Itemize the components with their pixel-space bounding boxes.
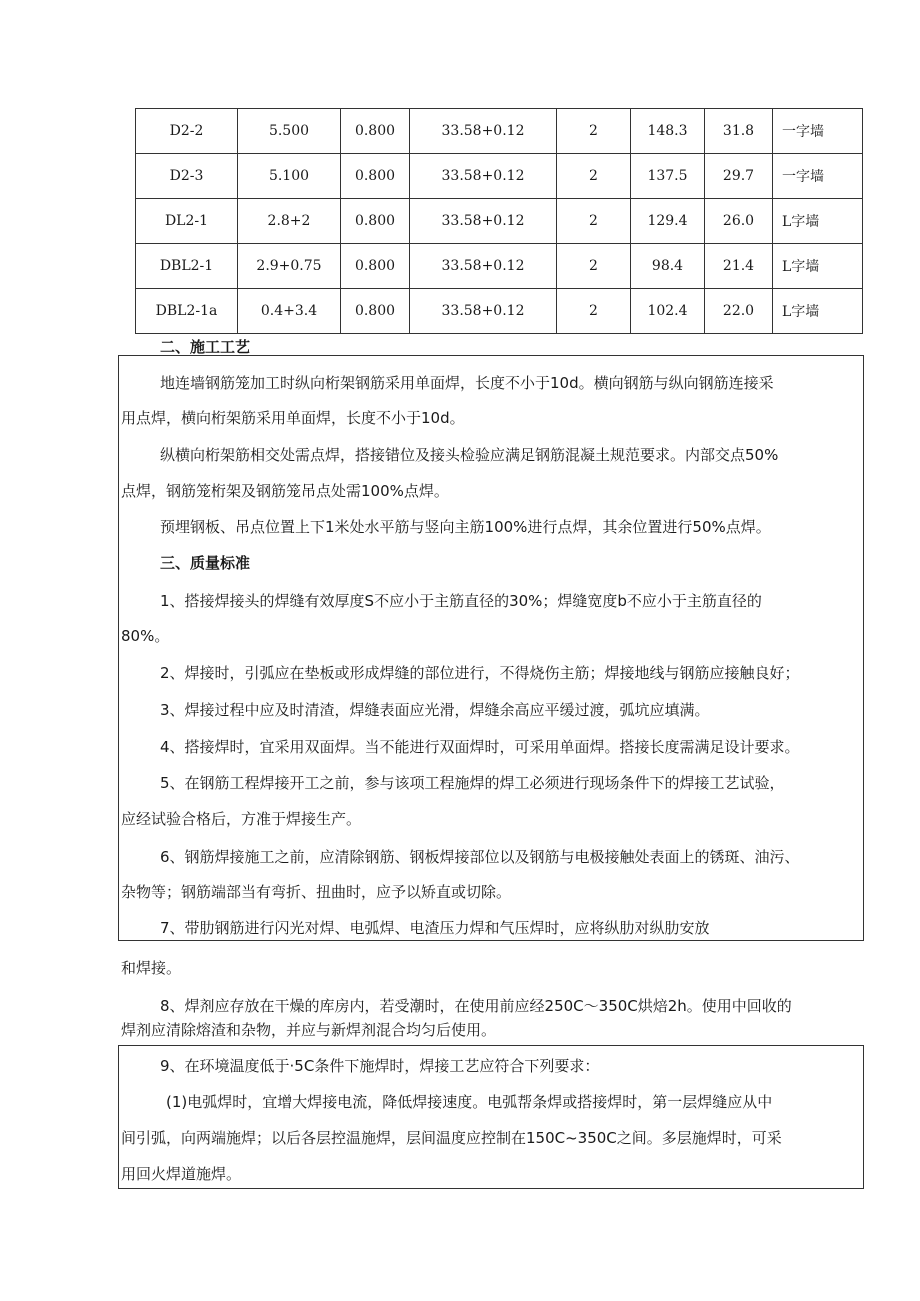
section3-line: (1)电弧焊时，宜增大焊接电流，降低焊接速度。电弧帮条焊或搭接焊时，第一层焊缝应从中: [166, 1093, 773, 1111]
table-cell: 一字墙: [773, 109, 863, 154]
section2-line: 预埋钢板、吊点位置上下1米处水平筋与竖向主筋100%进行点焊，其余位置进行50%点焊。: [160, 518, 771, 536]
section3-heading: 三、质量标准: [160, 554, 251, 572]
table-cell: L字墙: [773, 289, 863, 334]
table-row: [136, 199, 863, 244]
table-row: [136, 109, 863, 154]
section3-line: 80%。: [121, 627, 170, 645]
table-cell: DL2-1: [136, 199, 238, 244]
table-cell: 98.4: [631, 244, 705, 289]
table-row: [136, 154, 863, 199]
table-cell: 2.8+2: [238, 199, 341, 244]
section3-line: 9、在环境温度低于·5C条件下施焊时，焊接工艺应符合下列要求：: [160, 1057, 600, 1075]
table-cell: 0.800: [341, 289, 410, 334]
section3-line: 用回火焊道施焊。: [121, 1165, 242, 1183]
table-cell: 102.4: [631, 289, 705, 334]
section3-line: 7、带肋钢筋进行闪光对焊、电弧焊、电渣压力焊和气压焊时，应将纵肋对纵肋安放: [160, 919, 710, 937]
table-cell: 33.58+0.12: [410, 199, 557, 244]
table-row: [136, 244, 863, 289]
table-cell: 0.800: [341, 244, 410, 289]
table-cell: 29.7: [705, 154, 773, 199]
table-cell: L字墙: [773, 244, 863, 289]
table-cell: 137.5: [631, 154, 705, 199]
table-cell: 5.500: [238, 109, 341, 154]
table-cell: 129.4: [631, 199, 705, 244]
table-cell: 2: [557, 289, 631, 334]
section3-line: 杂物等；钢筋端部当有弯折、扭曲时，应予以矫直或切除。: [121, 883, 512, 901]
section3-line: 应经试验合格后，方准于焊接生产。: [121, 810, 362, 828]
table-cell: L字墙: [773, 199, 863, 244]
section3-line: 焊剂应清除熔渣和杂物，并应与新焊剂混合均匀后使用。: [121, 1021, 497, 1039]
table-cell: 一字墙: [773, 154, 863, 199]
table-cell: 33.58+0.12: [410, 244, 557, 289]
table-cell: 2: [557, 109, 631, 154]
table-row: [136, 289, 863, 334]
section2-line: 用点焊，横向桁架筋采用单面焊，长度不小于10d。: [121, 409, 465, 427]
section3-line: 8、焊剂应存放在干燥的库房内，若受潮时，在使用前应经250C～350C烘焙2h。使用中回收的: [160, 997, 792, 1015]
section3-line: 3、焊接过程中应及时清渣，焊缝表面应光滑，焊缝余高应平缓过渡，弧坑应填满。: [160, 701, 710, 719]
section3-line: 和焊接。: [121, 959, 182, 977]
table-cell: 2.9+0.75: [238, 244, 341, 289]
section3-line: 2、焊接时，引弧应在垫板或形成焊缝的部位进行，不得烧伤主筋；焊接地线与钢筋应接触良好；: [160, 664, 800, 682]
table-cell: 33.58+0.12: [410, 154, 557, 199]
section3-line: 5、在钢筋工程焊接开工之前，参与该项工程施焊的焊工必须进行现场条件下的焊接工艺试验，: [160, 774, 785, 792]
section2-heading: 二、施工工艺: [160, 338, 251, 356]
section2-line: 纵横向桁架筋相交处需点焊，搭接错位及接头检验应满足钢筋混凝土规范要求。内部交点50%: [160, 446, 779, 464]
table-cell: 2: [557, 244, 631, 289]
table-cell: 2: [557, 199, 631, 244]
table-cell: 0.800: [341, 199, 410, 244]
section2-line: 点焊，钢筋笼桁架及钢筋笼吊点处需100%点焊。: [121, 482, 449, 500]
table-cell: 22.0: [705, 289, 773, 334]
section3-line: 4、搭接焊时，宜采用双面焊。当不能进行双面焊时，可采用单面焊。搭接长度需满足设计要求。: [160, 738, 800, 756]
table-cell: 31.8: [705, 109, 773, 154]
table-cell: 2: [557, 154, 631, 199]
table-cell: 0.800: [341, 109, 410, 154]
section3-line: 6、钢筋焊接施工之前，应清除钢筋、钢板焊接部位以及钢筋与电极接触处表面上的锈斑、油污、: [160, 848, 800, 866]
table-cell: 33.58+0.12: [410, 109, 557, 154]
section2-line: 地连墙钢筋笼加工时纵向桁架钢筋采用单面焊，长度不小于10d。横向钢筋与纵向钢筋连接采: [160, 374, 774, 392]
section3-line: 1、搭接焊接头的焊缝有效厚度S不应小于主筋直径的30%；焊缝宽度b不应小于主筋直径的: [160, 592, 762, 610]
table-cell: D2-2: [136, 109, 238, 154]
table-cell: D2-3: [136, 154, 238, 199]
table-cell: DBL2-1a: [136, 289, 238, 334]
table-cell: 26.0: [705, 199, 773, 244]
table-cell: DBL2-1: [136, 244, 238, 289]
table-cell: 0.800: [341, 154, 410, 199]
table-cell: 21.4: [705, 244, 773, 289]
table-cell: 5.100: [238, 154, 341, 199]
welding-spec-table: [135, 108, 863, 334]
section3-line: 间引弧，向两端施焊；以后各层控温施焊，层间温度应控制在150C~350C之间。多层施焊时，可采: [121, 1129, 782, 1147]
table-cell: 0.4+3.4: [238, 289, 341, 334]
table-cell: 148.3: [631, 109, 705, 154]
table-cell: 33.58+0.12: [410, 289, 557, 334]
